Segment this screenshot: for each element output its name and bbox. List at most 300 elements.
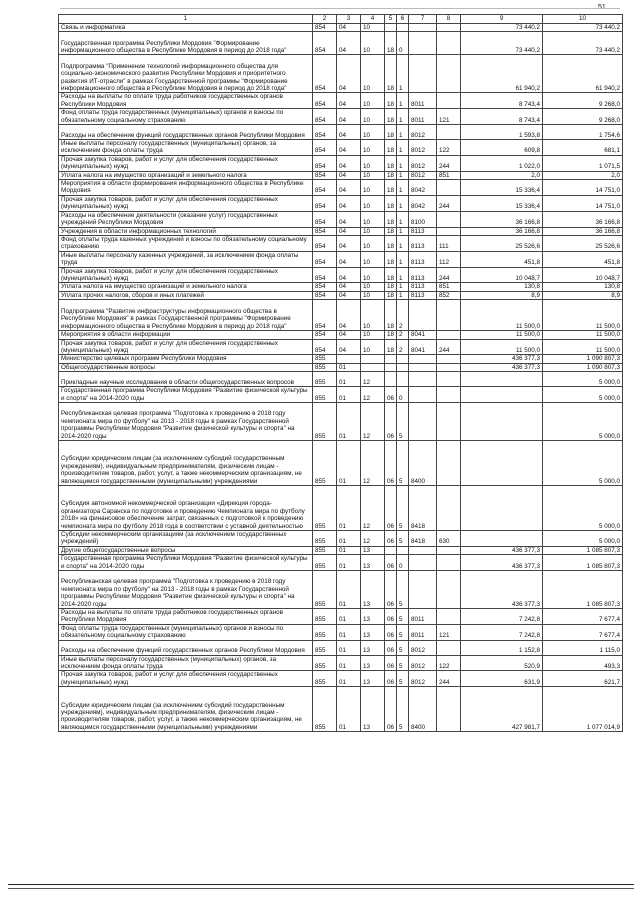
code-expense-type	[437, 32, 461, 55]
code-expense-type: 121	[437, 109, 461, 125]
amount-year-1: 10 048,7	[461, 267, 543, 283]
amount-year-1: 436 377,3	[461, 355, 543, 363]
code-ministry: 855	[313, 687, 337, 732]
code-section: 04	[337, 155, 361, 171]
code-subsection: 10	[361, 140, 385, 156]
code-article: 8113	[409, 283, 437, 291]
amount-year-2: 1 090 807,3	[543, 363, 623, 371]
amount-year-2: 1 085 807,3	[543, 571, 623, 609]
code-program: 18	[385, 227, 397, 235]
code-section: 01	[337, 687, 361, 732]
code-ministry: 854	[313, 171, 337, 179]
code-article: 8012	[409, 171, 437, 179]
code-program: 18	[385, 195, 397, 211]
code-program: 18	[385, 180, 397, 196]
code-article	[409, 403, 437, 441]
col-header: 4	[361, 15, 385, 24]
item-name: Мероприятия в области формирования информационного общества в Республике Мордовия	[59, 180, 313, 196]
code-section: 01	[337, 387, 361, 403]
code-program: 06	[385, 531, 397, 547]
code-ministry: 855	[313, 555, 337, 571]
code-program: 06	[385, 640, 397, 655]
code-subprogram: 5	[397, 441, 409, 486]
code-article	[409, 546, 437, 554]
code-subprogram	[397, 355, 409, 363]
amount-year-1: 436 377,3	[461, 555, 543, 571]
code-expense-type: 244	[437, 267, 461, 283]
code-expense-type	[437, 546, 461, 554]
table-row	[59, 227, 623, 235]
table-row	[59, 155, 623, 171]
code-section: 04	[337, 93, 361, 109]
code-article: 8100	[409, 211, 437, 227]
code-expense-type	[437, 24, 461, 32]
code-program: 06	[385, 609, 397, 625]
code-subsection: 10	[361, 155, 385, 171]
item-name: Общегосударственные вопросы	[59, 363, 313, 371]
item-name: Прочая закупка товаров, работ и услуг для обеспечения государственных (муниципальных) нужд	[59, 155, 313, 171]
table-row	[59, 55, 623, 93]
code-expense-type: 112	[437, 251, 461, 267]
item-name: Уплата налога на имущество организаций и земельного налога	[59, 283, 313, 291]
code-ministry: 854	[313, 251, 337, 267]
code-ministry: 854	[313, 211, 337, 227]
amount-year-2: 7 677,4	[543, 624, 623, 640]
code-subprogram: 0	[397, 32, 409, 55]
code-expense-type: 111	[437, 235, 461, 251]
amount-year-2: 9 268,0	[543, 93, 623, 109]
code-subsection: 12	[361, 403, 385, 441]
code-section: 01	[337, 372, 361, 387]
table-row	[59, 555, 623, 571]
col-header: 3	[337, 15, 361, 24]
table-row	[59, 125, 623, 140]
code-expense-type: 244	[437, 339, 461, 355]
code-subsection: 13	[361, 555, 385, 571]
code-subsection: 13	[361, 640, 385, 655]
amount-year-2: 130,8	[543, 283, 623, 291]
amount-year-1: 436 377,3	[461, 571, 543, 609]
table-row	[59, 93, 623, 109]
code-subprogram: 2	[397, 300, 409, 331]
code-ministry: 854	[313, 125, 337, 140]
code-program: 18	[385, 300, 397, 331]
code-section: 01	[337, 640, 361, 655]
code-article: 8113	[409, 235, 437, 251]
code-program: 06	[385, 441, 397, 486]
table-row	[59, 624, 623, 640]
code-subprogram	[397, 546, 409, 554]
code-ministry: 854	[313, 195, 337, 211]
item-name: Фонд оплаты труда государственных (муниципальных) органов и взносы по обязательному социальному страхованию	[59, 109, 313, 125]
col-header: 10	[543, 15, 623, 24]
code-article: 8011	[409, 109, 437, 125]
code-expense-type	[437, 55, 461, 93]
code-section: 01	[337, 546, 361, 554]
amount-year-2: 7 677,4	[543, 609, 623, 625]
table-row	[59, 372, 623, 387]
code-subsection: 10	[361, 180, 385, 196]
table-row	[59, 387, 623, 403]
code-article: 8113	[409, 251, 437, 267]
code-article: 8400	[409, 687, 437, 732]
code-subprogram: 5	[397, 687, 409, 732]
code-expense-type	[437, 300, 461, 331]
amount-year-1: 11 500,0	[461, 339, 543, 355]
code-subsection: 13	[361, 687, 385, 732]
item-name: Республиканская целевая программа "Подготовка к проведению в 2018 году чемпионата мира по футболу" на 2013 - 2018 годы в рамках Государственной программы Республики Мордовия "Развитие физической культуры и спорта" на 2014-2020 годы	[59, 571, 313, 609]
code-section: 01	[337, 441, 361, 486]
code-ministry: 854	[313, 331, 337, 339]
amount-year-2: 8,9	[543, 291, 623, 299]
code-program: 18	[385, 291, 397, 299]
amount-year-1: 61 940,2	[461, 55, 543, 93]
code-subsection: 10	[361, 109, 385, 125]
code-program: 18	[385, 140, 397, 156]
code-subsection: 10	[361, 125, 385, 140]
amount-year-1: 25 526,6	[461, 235, 543, 251]
code-subprogram: 1	[397, 267, 409, 283]
code-article: 8011	[409, 624, 437, 640]
amount-year-1: 36 166,8	[461, 211, 543, 227]
amount-year-1: 520,9	[461, 655, 543, 671]
code-ministry: 855	[313, 441, 337, 486]
code-expense-type: 122	[437, 140, 461, 156]
code-subsection: 10	[361, 339, 385, 355]
code-program: 06	[385, 486, 397, 531]
code-subprogram: 1	[397, 125, 409, 140]
amount-year-1: 1 022,0	[461, 155, 543, 171]
code-program: 06	[385, 671, 397, 687]
code-subsection: 10	[361, 235, 385, 251]
amount-year-1: 631,9	[461, 671, 543, 687]
code-subprogram: 1	[397, 109, 409, 125]
code-program: 18	[385, 331, 397, 339]
code-subprogram: 1	[397, 171, 409, 179]
code-expense-type: 852	[437, 291, 461, 299]
code-ministry: 855	[313, 546, 337, 554]
code-ministry: 854	[313, 155, 337, 171]
item-name: Прочая закупка товаров, работ и услуг для обеспечения государственных (муниципальных) нужд	[59, 671, 313, 687]
code-expense-type: 244	[437, 671, 461, 687]
code-subprogram: 5	[397, 531, 409, 547]
code-program: 06	[385, 624, 397, 640]
code-ministry: 855	[313, 671, 337, 687]
code-subsection: 10	[361, 24, 385, 32]
code-program: 18	[385, 267, 397, 283]
code-subsection: 10	[361, 55, 385, 93]
code-subprogram: 5	[397, 640, 409, 655]
code-section: 04	[337, 300, 361, 331]
table-row	[59, 32, 623, 55]
code-article	[409, 355, 437, 363]
code-article: 8042	[409, 195, 437, 211]
amount-year-2: 1 754,6	[543, 125, 623, 140]
table-row	[59, 211, 623, 227]
amount-year-1: 130,8	[461, 283, 543, 291]
item-name: Мероприятия в области информации	[59, 331, 313, 339]
code-section: 04	[337, 24, 361, 32]
code-subprogram: 1	[397, 180, 409, 196]
code-article	[409, 387, 437, 403]
amount-year-2: 11 500,0	[543, 300, 623, 331]
code-article	[409, 372, 437, 387]
code-program: 06	[385, 387, 397, 403]
code-subprogram: 5	[397, 609, 409, 625]
item-name: Уплата прочих налогов, сборов и иных платежей	[59, 291, 313, 299]
code-section: 01	[337, 531, 361, 547]
amount-year-1: 1 152,8	[461, 640, 543, 655]
code-subprogram: 1	[397, 140, 409, 156]
code-subsection: 13	[361, 571, 385, 609]
code-subsection: 10	[361, 283, 385, 291]
amount-year-2: 36 166,8	[543, 211, 623, 227]
code-subprogram: 1	[397, 251, 409, 267]
code-section: 04	[337, 211, 361, 227]
code-program: 18	[385, 339, 397, 355]
item-name: Расходы на выплаты по оплате труда работников государственных органов Республики Мордовия	[59, 93, 313, 109]
header-row	[59, 15, 623, 24]
code-ministry: 855	[313, 571, 337, 609]
code-ministry: 854	[313, 32, 337, 55]
code-ministry: 854	[313, 283, 337, 291]
code-program: 18	[385, 235, 397, 251]
code-ministry: 854	[313, 267, 337, 283]
code-subprogram	[397, 24, 409, 32]
code-ministry: 854	[313, 93, 337, 109]
code-expense-type	[437, 486, 461, 531]
item-name: Государственная программа Республики Мордовия "Развитие физической культуры и спорта" на 2014-2020 годы	[59, 555, 313, 571]
table-row	[59, 180, 623, 196]
code-article	[409, 24, 437, 32]
table-row	[59, 609, 623, 625]
code-ministry: 855	[313, 355, 337, 363]
code-subsection: 13	[361, 609, 385, 625]
code-section	[337, 355, 361, 363]
amount-year-1: 436 377,3	[461, 546, 543, 554]
table-row	[59, 640, 623, 655]
amount-year-1: 15 336,4	[461, 195, 543, 211]
bottom-rule-thin	[8, 888, 634, 889]
code-subprogram: 1	[397, 93, 409, 109]
amount-year-2: 1 115,0	[543, 640, 623, 655]
code-subprogram: 1	[397, 291, 409, 299]
code-ministry: 855	[313, 531, 337, 547]
table-row	[59, 655, 623, 671]
code-article	[409, 555, 437, 571]
amount-year-2: 61 940,2	[543, 55, 623, 93]
amount-year-2: 2,0	[543, 171, 623, 179]
code-article: 8011	[409, 93, 437, 109]
item-name: Субсидии юридическим лицам (за исключением субсидий государственным учреждениям), индивидуальным предпринимателям, физическим лицам - производителям товаров, работ, услуг, а также некоммерческим организациям, не являющимся государственными (муниципальными) учреждениями	[59, 441, 313, 486]
code-article: 8012	[409, 140, 437, 156]
code-article: 8012	[409, 655, 437, 671]
code-ministry: 854	[313, 24, 337, 32]
code-subsection: 12	[361, 441, 385, 486]
amount-year-2: 36 166,8	[543, 227, 623, 235]
code-section: 04	[337, 125, 361, 140]
code-article: 8011	[409, 609, 437, 625]
code-subsection: 10	[361, 251, 385, 267]
code-expense-type: 244	[437, 155, 461, 171]
item-name: Подпрограмма "Применение технологий информационного общества для социально-экономического развития Республики Мордовия и приоритетного развития ИТ-отрасли" в рамках Государственной программы "Формирование информационного общества в Республике Мордовия в период до 2018 года"	[59, 55, 313, 93]
code-program: 18	[385, 171, 397, 179]
code-article: 8012	[409, 671, 437, 687]
item-name: Уплата налога на имущество организаций и земельного налога	[59, 171, 313, 179]
code-program: 18	[385, 93, 397, 109]
table-row	[59, 24, 623, 32]
table-row	[59, 291, 623, 299]
amount-year-1: 11 500,0	[461, 331, 543, 339]
amount-year-1: 451,8	[461, 251, 543, 267]
amount-year-2: 5 000,0	[543, 372, 623, 387]
code-section: 01	[337, 363, 361, 371]
col-header: 1	[59, 15, 313, 24]
code-subprogram: 0	[397, 555, 409, 571]
table-row	[59, 251, 623, 267]
col-header: 7	[409, 15, 437, 24]
table-row	[59, 195, 623, 211]
code-expense-type	[437, 180, 461, 196]
code-section: 04	[337, 32, 361, 55]
code-subprogram: 2	[397, 331, 409, 339]
code-program: 18	[385, 109, 397, 125]
amount-year-1	[461, 486, 543, 531]
amount-year-1: 7 242,8	[461, 624, 543, 640]
code-ministry: 855	[313, 624, 337, 640]
code-expense-type	[437, 687, 461, 732]
table-row	[59, 531, 623, 547]
code-subsection: 10	[361, 291, 385, 299]
code-subprogram: 5	[397, 486, 409, 531]
code-article	[409, 363, 437, 371]
budget-table	[58, 14, 623, 732]
code-ministry: 854	[313, 235, 337, 251]
code-section: 04	[337, 227, 361, 235]
code-subprogram: 5	[397, 403, 409, 441]
item-name: Субсидии некоммерческим организациям (за исключением государственных учреждений)	[59, 531, 313, 547]
code-ministry: 854	[313, 140, 337, 156]
table-row	[59, 687, 623, 732]
amount-year-1: 8 743,4	[461, 93, 543, 109]
amount-year-1	[461, 441, 543, 486]
amount-year-2: 14 751,0	[543, 180, 623, 196]
item-name: Иные выплаты персоналу государственных (муниципальных) органов, за исключением фонда оплаты труда	[59, 140, 313, 156]
code-program	[385, 355, 397, 363]
code-section: 04	[337, 140, 361, 156]
item-name: Подпрограмма "Развитие инфраструктуры информационного общества в Республике Мордовия" в рамках Государственной программы "Формирование информационного общества в Республике Мордовия в период до 2018 года"	[59, 300, 313, 331]
code-section: 01	[337, 671, 361, 687]
code-expense-type	[437, 355, 461, 363]
bottom-rule	[8, 884, 634, 885]
code-subprogram	[397, 372, 409, 387]
code-ministry: 855	[313, 372, 337, 387]
amount-year-2: 1 071,5	[543, 155, 623, 171]
table-row	[59, 571, 623, 609]
code-program: 18	[385, 125, 397, 140]
table-row	[59, 546, 623, 554]
item-name: Другие общегосударственные вопросы	[59, 546, 313, 554]
amount-year-1: 36 166,8	[461, 227, 543, 235]
code-article: 8113	[409, 291, 437, 299]
amount-year-2: 451,8	[543, 251, 623, 267]
amount-year-2: 25 526,6	[543, 235, 623, 251]
code-subprogram: 1	[397, 55, 409, 93]
amount-year-2: 73 440,2	[543, 32, 623, 55]
code-subsection: 13	[361, 546, 385, 554]
code-subsection: 10	[361, 331, 385, 339]
code-subsection	[361, 355, 385, 363]
code-subprogram: 1	[397, 195, 409, 211]
code-ministry: 855	[313, 403, 337, 441]
col-header: 6	[397, 15, 409, 24]
code-ministry: 855	[313, 640, 337, 655]
code-section: 04	[337, 180, 361, 196]
amount-year-1: 15 336,4	[461, 180, 543, 196]
code-subsection: 10	[361, 211, 385, 227]
table-row	[59, 235, 623, 251]
item-name: Связь и информатика	[59, 24, 313, 32]
code-article: 8113	[409, 227, 437, 235]
table-row	[59, 339, 623, 355]
amount-year-1	[461, 531, 543, 547]
code-section: 01	[337, 655, 361, 671]
code-expense-type: 121	[437, 624, 461, 640]
amount-year-1: 427 981,7	[461, 687, 543, 732]
amount-year-2: 11 500,0	[543, 331, 623, 339]
code-subsection: 12	[361, 486, 385, 531]
item-name: Государственная программа Республики Мордовия "Формирование информационного общества в Республике Мордовия в период до 2018 года"	[59, 32, 313, 55]
code-section: 01	[337, 571, 361, 609]
code-subprogram: 1	[397, 283, 409, 291]
item-name: Расходы на обеспечение деятельности (оказание услуг) государственных учреждений Республики Мордовия	[59, 211, 313, 227]
page-number: 51	[598, 4, 606, 11]
code-article: 8400	[409, 441, 437, 486]
amount-year-2: 1 085 807,3	[543, 546, 623, 554]
amount-year-1: 609,8	[461, 140, 543, 156]
code-subsection: 10	[361, 171, 385, 179]
amount-year-2: 14 751,0	[543, 195, 623, 211]
table-row	[59, 355, 623, 363]
col-header: 2	[313, 15, 337, 24]
code-subprogram: 1	[397, 211, 409, 227]
code-expense-type	[437, 331, 461, 339]
code-program: 06	[385, 687, 397, 732]
code-article: 8113	[409, 267, 437, 283]
code-ministry: 854	[313, 300, 337, 331]
code-section: 01	[337, 403, 361, 441]
code-article	[409, 32, 437, 55]
item-name: Расходы на выплаты по оплате труда работников государственных органов Республики Мордовия	[59, 609, 313, 625]
code-expense-type	[437, 211, 461, 227]
amount-year-2: 10 048,7	[543, 267, 623, 283]
amount-year-2: 5 000,0	[543, 403, 623, 441]
code-subsection: 10	[361, 32, 385, 55]
code-section: 04	[337, 267, 361, 283]
code-program	[385, 372, 397, 387]
code-subsection: 10	[361, 93, 385, 109]
top-rule	[60, 8, 620, 9]
code-program	[385, 363, 397, 371]
amount-year-2: 11 500,0	[543, 339, 623, 355]
item-name: Прочая закупка товаров, работ и услуг для обеспечения государственных (муниципальных) нужд	[59, 195, 313, 211]
code-subsection: 12	[361, 372, 385, 387]
amount-year-1: 2,0	[461, 171, 543, 179]
table-row	[59, 441, 623, 486]
code-expense-type: 630	[437, 531, 461, 547]
code-subsection: 12	[361, 531, 385, 547]
code-subprogram: 1	[397, 235, 409, 251]
